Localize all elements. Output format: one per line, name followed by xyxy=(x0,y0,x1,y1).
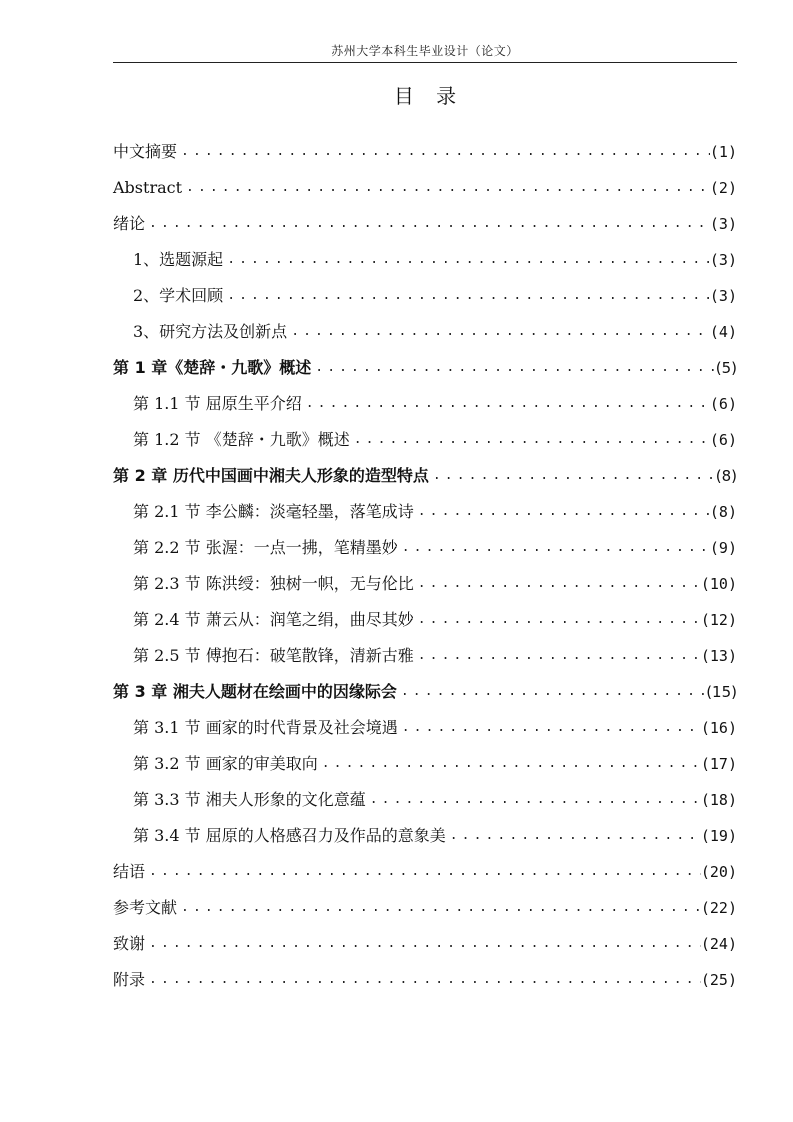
dot-leader xyxy=(145,962,701,998)
toc-entry-page-number: (3) xyxy=(709,251,737,269)
dot-leader xyxy=(318,746,701,782)
dot-leader xyxy=(398,710,701,746)
header-rule xyxy=(113,62,737,63)
toc-entry[interactable] xyxy=(113,530,737,566)
toc-entry-page-number: (22) xyxy=(700,899,737,917)
toc-entry-page-number: (1) xyxy=(709,143,737,161)
toc-entry-label: 3、研究方法及创新点 xyxy=(133,322,288,341)
toc-entry-label: 2、学术回顾 xyxy=(133,286,224,305)
dot-leader xyxy=(145,854,701,890)
toc-entry-label: 第 1.2 节 《楚辞・九歌》概述 xyxy=(133,430,350,449)
toc-entry-label: 第 1 章《楚辞・九歌》概述 xyxy=(113,358,312,377)
toc-entry-page-number: (17) xyxy=(700,755,737,773)
toc-entry[interactable] xyxy=(113,962,737,998)
toc-entry-label: 第 2.5 节 傅抱石：破笔散锋，清新古雅 xyxy=(133,646,414,665)
toc-entry-page-number: (8) xyxy=(715,467,737,485)
toc-entry-label: 第 1.1 节 屈原生平介绍 xyxy=(133,394,302,413)
toc-entry-page-number: (8) xyxy=(709,503,737,521)
dot-leader xyxy=(414,566,701,602)
toc-entry-page-number: (19) xyxy=(700,827,737,845)
toc-entry[interactable] xyxy=(113,134,737,170)
dot-leader xyxy=(414,638,701,674)
toc-entry[interactable] xyxy=(113,926,737,962)
toc-entry[interactable] xyxy=(113,854,737,890)
toc-entry[interactable] xyxy=(113,710,737,746)
dot-leader xyxy=(429,458,716,494)
toc-entry-label: 第 2 章 历代中国画中湘夫人形象的造型特点 xyxy=(113,466,429,485)
toc-entry-label: 第 3.3 节 湘夫人形象的文化意蕴 xyxy=(133,790,366,809)
toc-chapter-entry[interactable] xyxy=(113,674,737,710)
toc-entry-label: 第 2.2 节 张渥：一点一拂，笔精墨妙 xyxy=(133,538,398,557)
toc-entry-label: 中文摘要 xyxy=(113,142,178,161)
page-header: 苏州大学本科生毕业设计（论文） xyxy=(331,44,519,58)
toc-entry-page-number: (2) xyxy=(709,179,737,197)
dot-leader xyxy=(145,206,710,242)
toc-entry[interactable] xyxy=(113,602,737,638)
toc-entry-page-number: (6) xyxy=(709,431,737,449)
toc-entry-label: 参考文献 xyxy=(113,898,178,917)
toc-entry-page-number: (9) xyxy=(709,539,737,557)
toc-entry-page-number: (18) xyxy=(700,791,737,809)
dot-leader xyxy=(177,890,701,926)
toc-entry[interactable] xyxy=(113,746,737,782)
toc-entry-label: Abstract xyxy=(113,178,183,197)
table-of-contents xyxy=(113,134,737,998)
toc-entry-page-number: (13) xyxy=(700,647,737,665)
toc-entry-label: 绪论 xyxy=(113,214,146,233)
toc-entry[interactable] xyxy=(113,566,737,602)
toc-entry-label: 1、选题源起 xyxy=(133,250,224,269)
toc-entry-page-number: (5) xyxy=(715,359,737,377)
toc-entry-page-number: (25) xyxy=(700,971,737,989)
dot-leader xyxy=(287,314,710,350)
toc-entry-label: 第 3.2 节 画家的审美取向 xyxy=(133,754,318,773)
toc-entry-label: 第 2.4 节 萧云从：润笔之绢，曲尽其妙 xyxy=(133,610,414,629)
dot-leader xyxy=(182,170,710,206)
toc-entry-page-number: (6) xyxy=(709,395,737,413)
toc-entry-label: 第 3.1 节 画家的时代背景及社会境遇 xyxy=(133,718,398,737)
dot-leader xyxy=(223,242,710,278)
dot-leader xyxy=(366,782,701,818)
dot-leader xyxy=(223,278,710,314)
toc-entry-page-number: (20) xyxy=(700,863,737,881)
toc-entry[interactable] xyxy=(113,386,737,422)
toc-entry[interactable] xyxy=(113,890,737,926)
toc-entry-label: 结语 xyxy=(113,862,146,881)
toc-entry-label: 附录 xyxy=(113,970,146,989)
toc-entry[interactable] xyxy=(113,242,737,278)
toc-entry-page-number: (16) xyxy=(700,719,737,737)
toc-entry[interactable] xyxy=(113,278,737,314)
dot-leader xyxy=(414,494,710,530)
dot-leader xyxy=(414,602,701,638)
toc-entry[interactable] xyxy=(113,638,737,674)
toc-entry-label: 致谢 xyxy=(113,934,146,953)
toc-entry-label: 第 2.1 节 李公麟：淡毫轻墨，落笔成诗 xyxy=(133,502,414,521)
toc-entry-page-number: (10) xyxy=(700,575,737,593)
toc-entry-page-number: (24) xyxy=(700,935,737,953)
toc-entry-page-number: (3) xyxy=(709,215,737,233)
dot-leader xyxy=(350,422,710,458)
toc-entry[interactable] xyxy=(113,206,737,242)
toc-entry[interactable] xyxy=(113,314,737,350)
dot-leader xyxy=(311,350,715,386)
toc-title: 目 录 xyxy=(393,84,465,108)
toc-entry-page-number: (12) xyxy=(700,611,737,629)
toc-entry[interactable] xyxy=(113,818,737,854)
toc-entry-page-number: (3) xyxy=(709,287,737,305)
dot-leader xyxy=(446,818,701,854)
toc-entry-label: 第 2.3 节 陈洪绶：独树一帜，无与伦比 xyxy=(133,574,414,593)
toc-entry[interactable] xyxy=(113,170,737,206)
toc-chapter-entry[interactable] xyxy=(113,350,737,386)
dot-leader xyxy=(397,674,706,710)
toc-chapter-entry[interactable] xyxy=(113,458,737,494)
toc-entry-page-number: (15) xyxy=(706,683,737,701)
dot-leader xyxy=(145,926,701,962)
toc-entry[interactable] xyxy=(113,422,737,458)
toc-entry[interactable] xyxy=(113,494,737,530)
dot-leader xyxy=(302,386,710,422)
toc-entry-label: 第 3.4 节 屈原的人格感召力及作品的意象美 xyxy=(133,826,446,845)
toc-entry[interactable] xyxy=(113,782,737,818)
dot-leader xyxy=(398,530,710,566)
toc-entry-label: 第 3 章 湘夫人题材在绘画中的因缘际会 xyxy=(113,682,397,701)
dot-leader xyxy=(177,134,710,170)
toc-entry-page-number: (4) xyxy=(709,323,737,341)
